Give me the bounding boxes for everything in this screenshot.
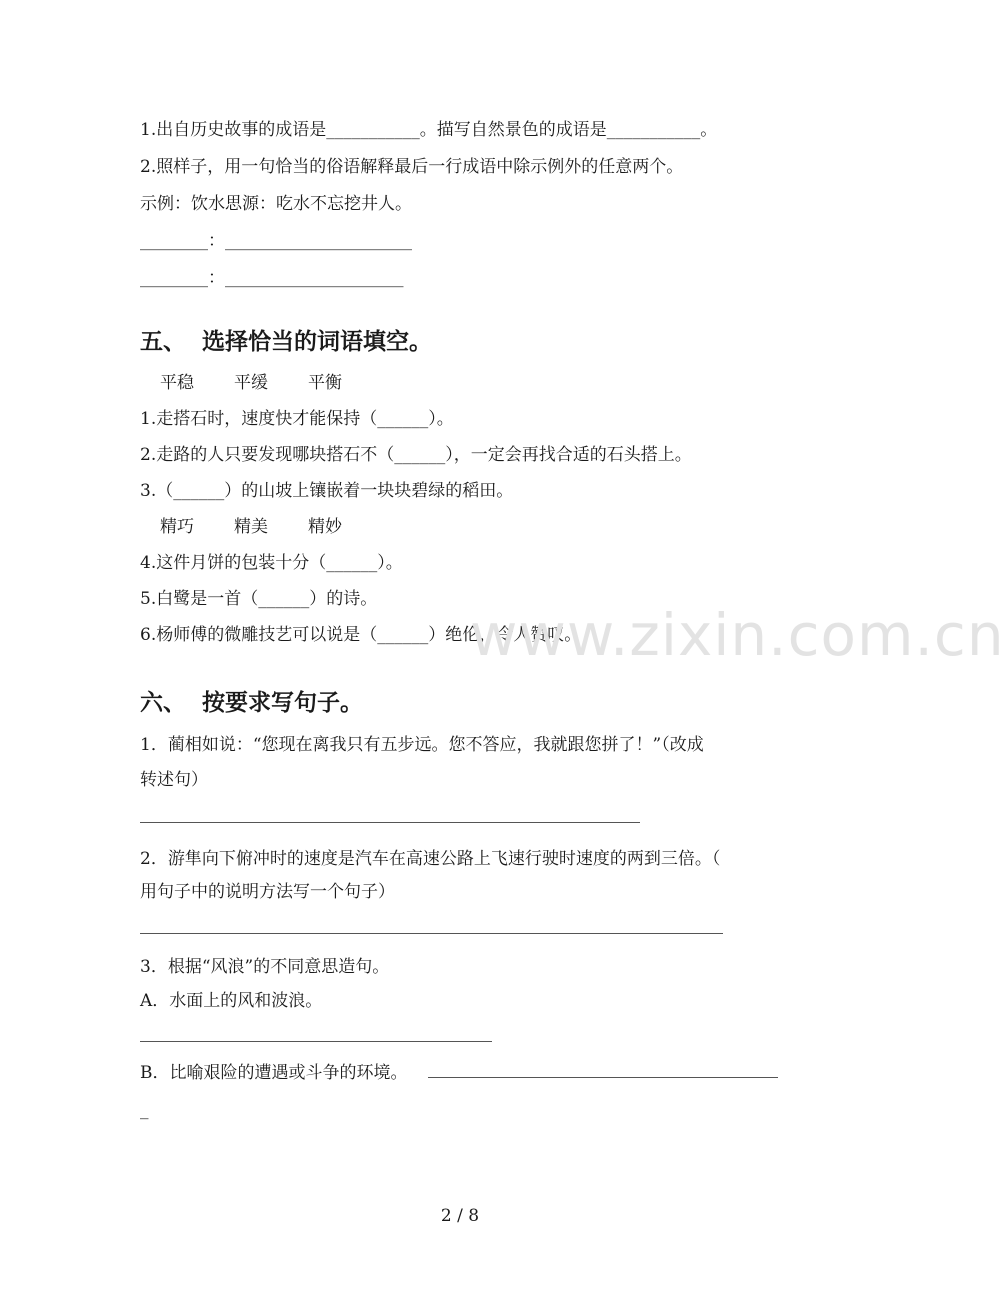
- answer-line-2[interactable]: [140, 933, 723, 934]
- part5-question-6: 6.杨师傅的微雕技艺可以说是（______）绝伦，令人赞叹。: [140, 625, 582, 645]
- part6-question-1-line-2: 转述句）: [140, 770, 208, 790]
- word-bank-1: [160, 371, 382, 395]
- word-option: 平缓: [234, 373, 268, 393]
- answer-line-1[interactable]: [140, 822, 640, 823]
- part4-answer-blank-2[interactable]: ________：_____________________: [140, 268, 404, 288]
- part5-question-3: 3.（______）的山坡上镶嵌着一块块碧绿的稻田。: [140, 481, 514, 501]
- word-option: 精巧: [160, 517, 194, 537]
- part5-question-5: 5.白鹭是一首（______）的诗。: [140, 589, 378, 609]
- part4-question-2: 2.照样子，用一句恰当的俗语解释最后一行成语中除示例外的任意两个。: [140, 157, 684, 177]
- page-number: 2 / 8: [440, 1206, 480, 1226]
- part6-question-3: 3．根据“风浪”的不同意思造句。: [140, 957, 390, 977]
- section-6-heading: [140, 688, 363, 718]
- part5-question-2: 2.走路的人只要发现哪块搭石不（______），一定会再找合适的石头搭上。: [140, 445, 692, 465]
- word-option: 平稳: [160, 373, 194, 393]
- part5-question-1: 1.走搭石时，速度快才能保持（______）。: [140, 409, 454, 429]
- section-5-number: 五、: [140, 328, 186, 355]
- word-option: 精美: [234, 517, 268, 537]
- word-option: 平衡: [308, 373, 342, 393]
- part6-question-2-line-2: 用句子中的说明方法写一个句子）: [140, 882, 395, 902]
- watermark: www.zixin.com.cn: [470, 601, 1005, 669]
- answer-line-3a[interactable]: [140, 1041, 492, 1042]
- word-option: 精妙: [308, 517, 342, 537]
- part4-question-1: 1.出自历史故事的成语是___________。描写自然景色的成语是___________。: [140, 120, 718, 140]
- section-6-number: 六、: [140, 689, 186, 716]
- section-5-heading: [140, 327, 432, 357]
- word-bank-2: [160, 515, 382, 539]
- part5-question-4: 4.这件月饼的包装十分（______）。: [140, 553, 403, 573]
- part6-question-3a: A．水面上的风和波浪。: [140, 991, 323, 1011]
- part4-answer-blank-1[interactable]: ________：______________________: [140, 231, 412, 251]
- section-6-title: 按要求写句子。: [202, 689, 363, 716]
- part4-example: 示例：饮水思源：吃水不忘挖井人。: [140, 194, 412, 214]
- answer-line-3b[interactable]: [428, 1077, 778, 1078]
- part6-question-3b-tail: _: [140, 1100, 149, 1120]
- part6-question-3b: B．比喻艰险的遭遇或斗争的环境。: [140, 1063, 408, 1083]
- part6-question-1-line-1: 1．蔺相如说：“您现在离我只有五步远。您不答应，我就跟您拼了！”（改成: [140, 735, 704, 755]
- section-5-title: 选择恰当的词语填空。: [202, 328, 432, 355]
- part6-question-2-line-1: 2．游隼向下俯冲时的速度是汽车在高速公路上飞速行驶时速度的两到三倍。（: [140, 849, 721, 869]
